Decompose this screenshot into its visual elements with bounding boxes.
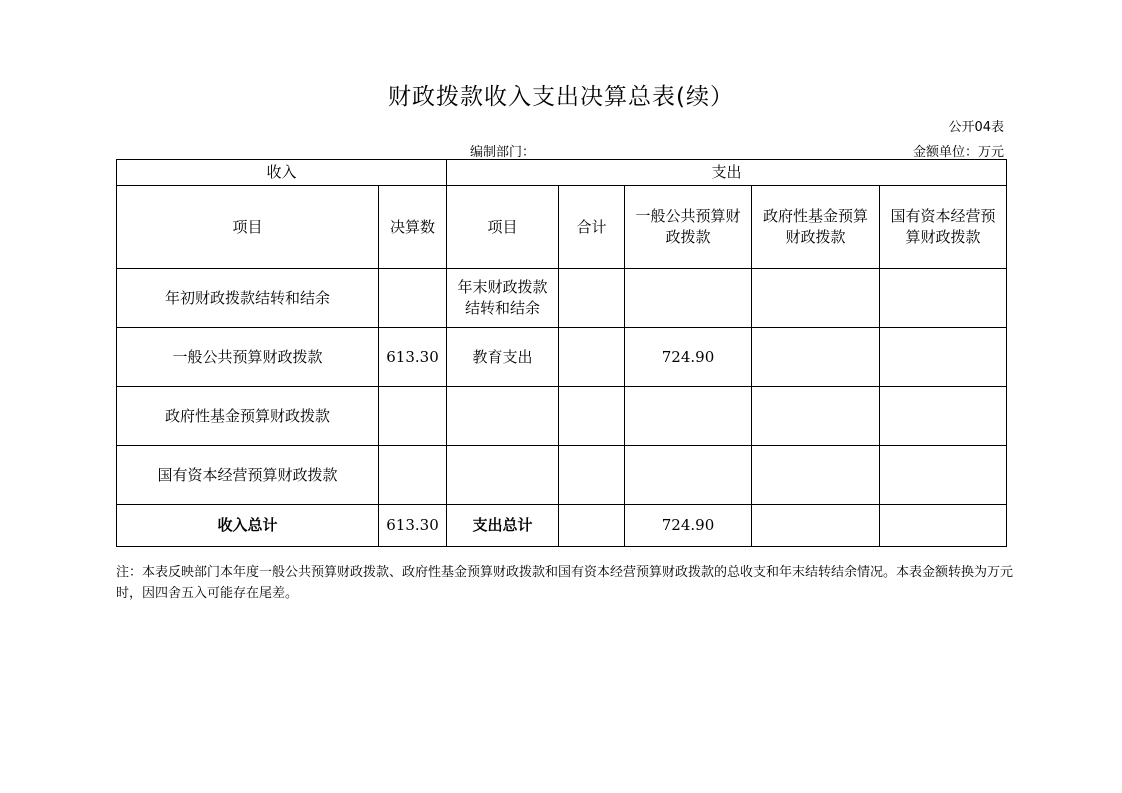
income-amount-cell [379,387,447,446]
state-capital-header: 国有资本经营预算财政拨款 [880,186,1007,269]
expenditure-section-header: 支出 [447,160,1007,186]
income-amount-cell [379,269,447,328]
general-budget-cell [625,269,752,328]
department-field [470,141,537,160]
income-total-label: 收入总计 [117,505,379,547]
expenditure-item-cell: 年末财政拨款结转和结余 [447,269,559,328]
income-item-cell: 政府性基金预算财政拨款 [117,387,379,446]
income-item-cell: 年初财政拨款结转和结余 [117,269,379,328]
total-header: 合计 [559,186,625,269]
income-item-cell: 国有资本经营预算财政拨款 [117,446,379,505]
general-budget-header: 一般公共预算财政拨款 [625,186,752,269]
state-capital-cell [880,269,1007,328]
total-cell [559,505,625,547]
table-row [117,446,1007,505]
expenditure-item-header: 项目 [447,186,559,269]
table-row [117,328,1007,387]
general-budget-cell [625,387,752,446]
income-total-amount: 613.30 [379,505,447,547]
amount-unit: 金额单位：万元 [912,145,1004,160]
total-cell [559,269,625,328]
income-item-cell: 一般公共预算财政拨款 [117,328,379,387]
total-cell [559,446,625,505]
table-row [117,269,1007,328]
income-amount-cell [379,446,447,505]
footnote: 注：本表反映部门本年度一般公共预算财政拨款、政府性基金预算财政拨款和国有资本经营预算财政拨款的总收支和年末结转结余情况。本表金额转换为万元时，因四舍五入可能存在尾差。 [116,565,1014,601]
state-capital-cell [880,328,1007,387]
gov-fund-header: 政府性基金预算财政拨款 [752,186,880,269]
state-capital-cell [880,387,1007,446]
gov-fund-cell [752,269,880,328]
expenditure-item-cell [447,387,559,446]
expenditure-total-label: 支出总计 [447,505,559,547]
total-cell [559,328,625,387]
final-amount-header: 决算数 [379,186,447,269]
general-budget-total: 724.90 [625,505,752,547]
table-row [117,387,1007,446]
general-budget-cell: 724.90 [625,328,752,387]
gov-fund-total [752,505,880,547]
gov-fund-cell [752,446,880,505]
general-budget-cell [625,446,752,505]
gov-fund-cell [752,328,880,387]
income-item-header: 项目 [117,186,379,269]
total-cell [559,387,625,446]
budget-summary-table [116,159,1007,547]
page-title: 财政拨款收入支出决算总表(续） [388,84,734,110]
income-amount-cell: 613.30 [379,328,447,387]
totals-row [117,505,1007,547]
state-capital-total [880,505,1007,547]
state-capital-cell [880,446,1007,505]
department-label: 编制部门： [470,145,536,160]
gov-fund-cell [752,387,880,446]
expenditure-item-cell: 教育支出 [447,328,559,387]
income-section-header: 收入 [117,160,447,186]
form-code: 公开04表 [948,120,1004,135]
expenditure-item-cell [447,446,559,505]
